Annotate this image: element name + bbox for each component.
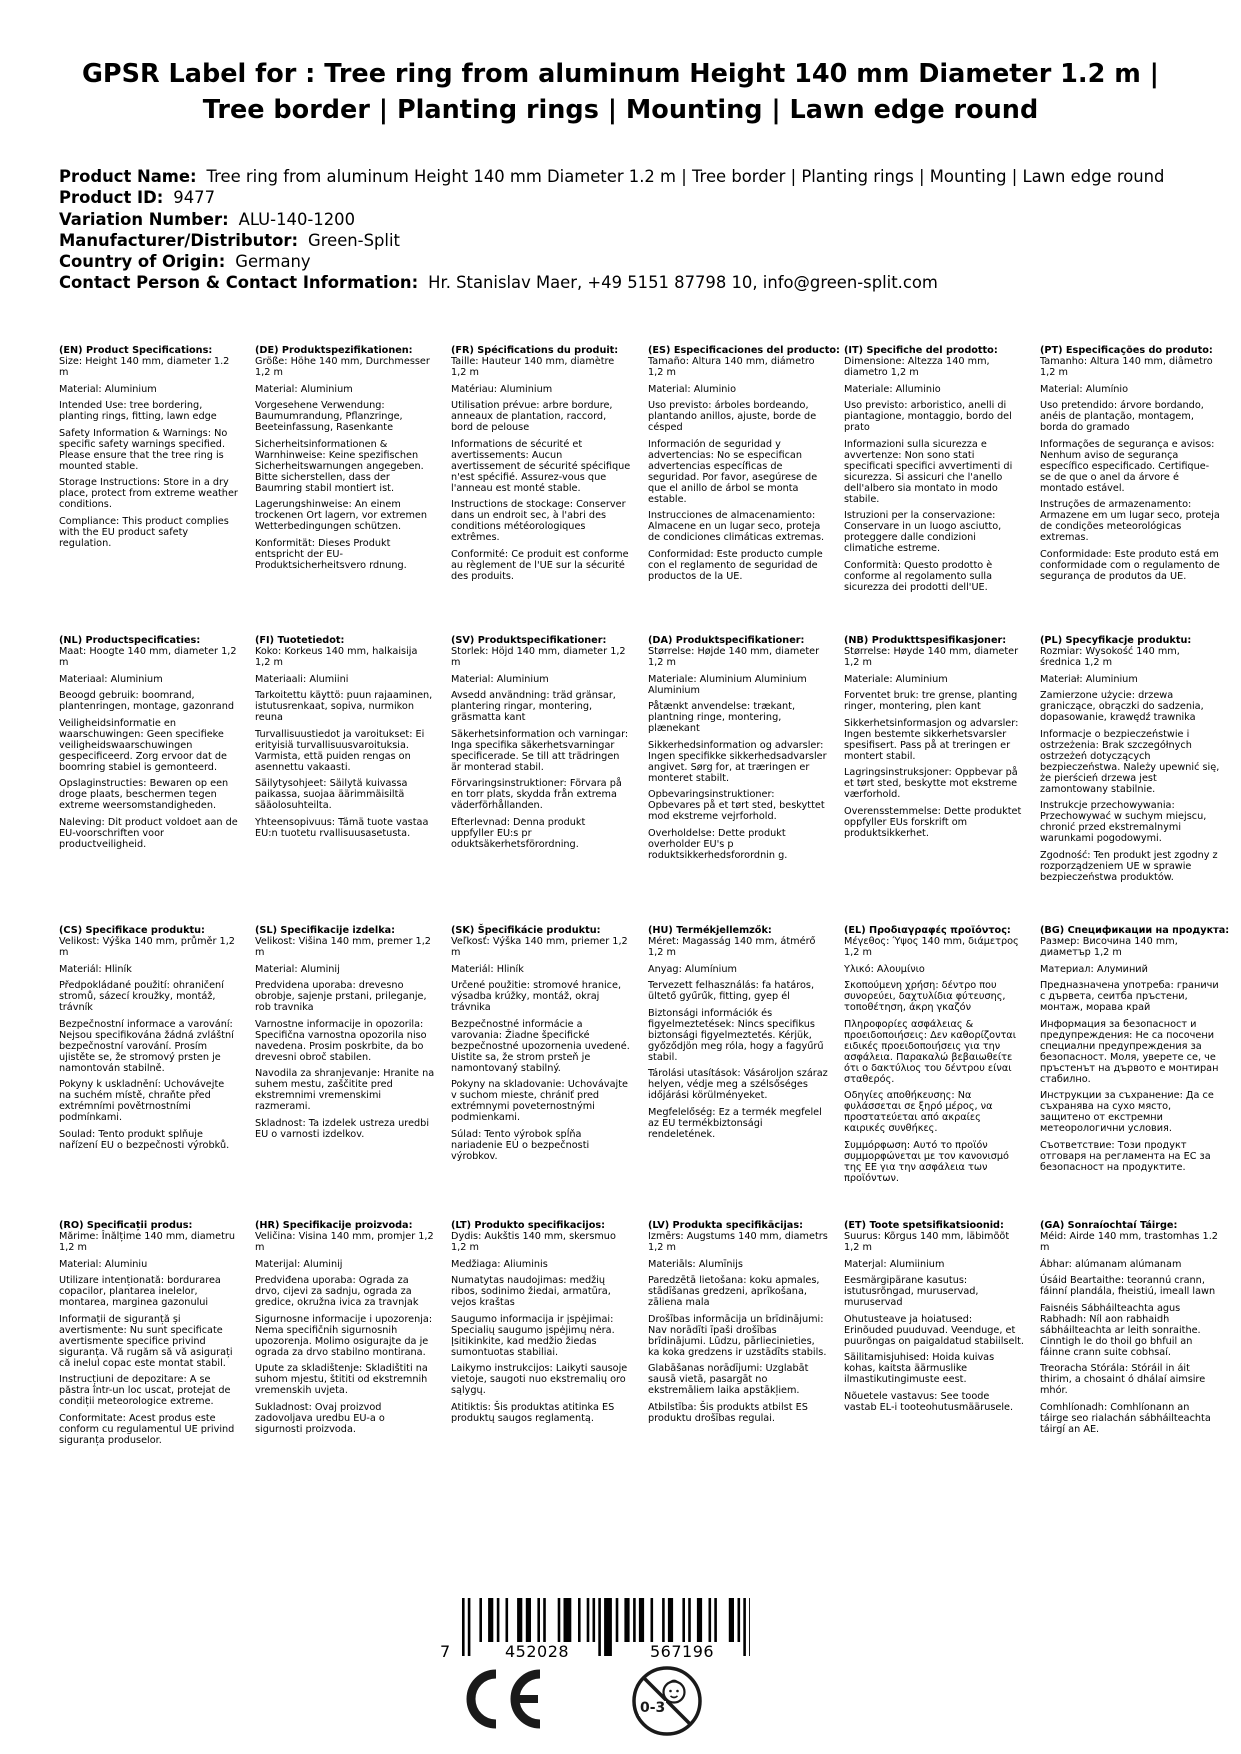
spec-block	[255, 925, 435, 1145]
spec-paragraph: Určené použitie: stromové hranice, výsadba krúžky, montáž, okraj trávnika	[451, 980, 622, 1013]
spec-block	[255, 1220, 435, 1440]
spec-heading: (GA) Sonraíochtaí Táirge:	[1040, 1220, 1178, 1231]
spec-paragraph: Bezpečnostní informace a varování: Nejsou specifikována žádná zvláštní bezpečnostní varování. Prosím ujistěte se, že stromový prsten je namontován stabilně.	[59, 1018, 234, 1074]
spec-paragraph: Informations de sécurité et avertissements: Aucun avertissement de sécurité spécifique n'est spécifié. Assurez-vous que l'anneau est monté stable.	[451, 438, 631, 494]
spec-paragraph: Maat: Hoogte 140 mm, diameter 1,2 m	[59, 646, 237, 668]
spec-paragraph: Soulad: Tento produkt splňuje nařízení EU o bezpečnosti výrobků.	[59, 1128, 230, 1151]
barcode-digits-left: 452028	[505, 1642, 570, 1661]
spec-paragraph: Úsáid Beartaithe: teorannú crann, fáinní plandála, fheistiú, imeall lawn	[1040, 1275, 1216, 1297]
spec-paragraph: Veiligheidsinformatie en waarschuwingen: Geen specifieke veiligheidswaarschuwingen gespecificeerd. Zorg ervoor dat de boomring stabiel is gemonteerd.	[59, 717, 228, 773]
spec-paragraph: Koko: Korkeus 140 mm, halkaisija 1,2 m	[255, 646, 418, 668]
spec-paragraph: Size: Height 140 mm, diameter 1.2 m	[59, 356, 230, 378]
spec-heading: (LT) Produkto specifikacijos:	[451, 1220, 606, 1231]
barcode-digits-right: 567196	[650, 1642, 715, 1661]
spec-heading: (PT) Especificações do produto:	[1040, 345, 1213, 356]
barcode-bar	[651, 1598, 654, 1642]
spec-paragraph: Nõuetele vastavus: See toode vastab EL-i tooteohutusmäärusele.	[844, 1390, 1014, 1413]
spec-paragraph: Drošības informācija un brīdinājumi: Nav norādīti īpaši drošības brīdinājumi. Lūdzu, pārliecinieties, ka koka gredzens ir uzstādīts stabils.	[648, 1313, 827, 1358]
spec-paragraph: Material: Alumínio	[1040, 383, 1129, 395]
spec-paragraph: Materiāls: Alumīnijs	[648, 1258, 743, 1270]
manufacturer-value: Green-Split	[308, 230, 400, 250]
spec-paragraph: Varnostne informacije in opozorila: Specifična varnostna opozorila niso navedena. Prosim poskrbite, da bo drevesni obroč stabilen.	[255, 1018, 427, 1063]
spec-heading: (IT) Specifiche del prodotto:	[844, 345, 998, 356]
spec-paragraph: Conformidad: Este producto cumple con el reglamento de seguridad de productos de la UE.	[648, 548, 823, 582]
spec-paragraph: Glabāšanas norādījumi: Uzglabāt sausā vietā, pasargāt no ekstremāliem laika apstākļiem.	[648, 1363, 809, 1396]
spec-paragraph: Taille: Hauteur 140 mm, diamètre 1,2 m	[451, 356, 615, 378]
spec-paragraph: Material: Aluminium	[255, 383, 353, 395]
spec-block	[255, 635, 435, 844]
barcode-bar	[593, 1598, 596, 1642]
spec-paragraph: Velikost: Výška 140 mm, průměr 1,2 m	[59, 936, 235, 958]
spec-paragraph: Tervezett felhasználás: fa határos, ültető gyűrűk, fitting, gyep él	[648, 980, 815, 1002]
spec-paragraph: Predviđena uporaba: Ograda za drvo, cijevi za sadnju, ograda za gredice, okružna ivica za travnjak	[255, 1275, 419, 1308]
spec-block	[844, 1220, 1024, 1418]
barcode-bar	[488, 1598, 493, 1642]
spec-paragraph: Ohutusteave ja hoiatused: Erinõuded puuduvad. Veenduge, et puurõngas on paigaldatud stabiilselt.	[844, 1313, 1025, 1347]
spec-paragraph: Méid: Airde 140 mm, trastomhas 1.2 m	[1040, 1231, 1218, 1253]
spec-paragraph: Laikymo instrukcijos: Laikyti sausoje vietoje, saugoti nuo ekstremalių oro sąlygų.	[451, 1363, 628, 1396]
spec-paragraph: Informações de segurança e avisos: Nenhum aviso de segurança específico especificado. Certifique-se de que o anel da árvore é montado estável.	[1040, 438, 1215, 494]
spec-paragraph: Storlek: Höjd 140 mm, diameter 1,2 m	[451, 646, 626, 668]
barcode-bar	[468, 1598, 471, 1656]
spec-block	[1040, 635, 1220, 888]
spec-paragraph: Paredzētā lietošana: koku apmales, stādīšanas gredzeni, aprīkošana, zāliena mala	[648, 1275, 820, 1308]
spec-paragraph: Säkerhetsinformation och varningar: Inga specifika säkerhetsvarningar specificerade. Se till att trädringen är monterad stabil.	[451, 728, 629, 773]
spec-block	[648, 925, 828, 1145]
spec-block	[451, 925, 631, 1167]
spec-paragraph: Matériau: Aluminium	[451, 383, 553, 395]
spec-paragraph: Numatytas naudojimas: medžių ribos, sodinimo žiedai, armatūra, vejos kraštas	[451, 1275, 611, 1308]
barcode-bar	[497, 1598, 500, 1642]
barcode-bar	[479, 1598, 482, 1642]
ce-icon	[458, 1668, 546, 1730]
country-of-origin-value: Germany	[235, 252, 311, 272]
spec-paragraph: Saugumo informacija ir įspėjimai: Specialių saugumo įspėjimų nėra. Įsitikinkite, kad medžio žiedas sumontuotas stabiliai.	[451, 1313, 615, 1358]
spec-paragraph: Veličina: Visina 140 mm, promjer 1,2 m	[255, 1231, 434, 1253]
spec-paragraph: Upute za skladištenje: Skladištiti na suhom mjestu, štititi od ekstremnih vremenskih uvjeta.	[255, 1363, 428, 1396]
spec-heading: (HU) Termékjellemzők:	[648, 925, 772, 936]
spec-paragraph: Informazioni sulla sicurezza e avvertenze: Non sono stati specificati specifici avvertimenti di sicurezza. Si assicuri che l'anello dell'albero sia montato in modo stabile.	[844, 438, 1013, 505]
spec-heading: (BG) Спецификации на продукта:	[1040, 925, 1230, 936]
spec-paragraph: Overensstemmelse: Dette produktet oppfyller EUs forskrift om produktsikkerhet.	[844, 805, 1022, 839]
spec-paragraph: Atitiktis: Šis produktas atitinka ES produktų saugos reglamentą.	[451, 1401, 615, 1424]
product-id-label: Product ID:	[59, 188, 164, 208]
product-id-row	[59, 187, 1219, 208]
spec-paragraph: Größe: Höhe 140 mm, Durchmesser 1,2 m	[255, 356, 430, 378]
product-name-label: Product Name:	[59, 167, 197, 186]
spec-paragraph: Materiale: Aluminium Aluminium Aluminium	[648, 673, 807, 696]
spec-heading: (EN) Product Specifications:	[59, 345, 213, 356]
product-info	[59, 166, 1219, 294]
spec-paragraph: Størrelse: Høyde 140 mm, diameter 1,2 m	[844, 646, 1019, 668]
spec-paragraph: Suurus: Kõrgus 140 mm, läbimõõt 1,2 m	[844, 1231, 1010, 1253]
country-of-origin-row	[59, 251, 1219, 272]
spec-paragraph: Размер: Височина 140 mm, диаметър 1,2 m	[1040, 936, 1178, 958]
spec-paragraph: Material: Aluminium	[451, 673, 549, 685]
barcode-bar	[714, 1598, 717, 1642]
spec-paragraph: Material: Aluminio	[648, 383, 737, 395]
spec-paragraph: Turvallisuustiedot ja varoitukset: Ei erityisiä turvallisuusvaroituksia. Varmista, että puiden rengas on asennettu vakaasti.	[255, 728, 425, 773]
spec-paragraph: Predvidena uporaba: drevesno obrobje, sajenje prstani, prileganje, rob travnika	[255, 980, 427, 1013]
spec-paragraph: Förvaringsinstruktioner: Förvara på en torr plats, skydda från extrema väderförhållanden.	[451, 778, 622, 811]
product-id-value: 9477	[173, 188, 215, 208]
spec-paragraph: Υλικό: Αλουμίνιο	[844, 963, 925, 975]
spec-block	[648, 345, 840, 587]
barcode-bar	[537, 1598, 540, 1642]
spec-paragraph: Sikkerhetsinformasjon og advarsler: Ingen bestemte sikkerhetsvarsler spesifisert. Pass på at treringen er montert stabil.	[844, 717, 1019, 762]
spec-paragraph: Uso pretendido: árvore bordando, anéis de plantação, montagem, borda do gramado	[1040, 400, 1204, 433]
barcode-bar	[598, 1598, 601, 1656]
barcode-bar	[564, 1598, 572, 1642]
spec-paragraph: Compliance: This product complies with the EU product safety regulation.	[59, 515, 229, 549]
spec-heading: (ET) Toote spetsifikatsioonid:	[844, 1220, 1004, 1231]
spec-paragraph: Предназначена употреба: граничи с дървета, сеитба пръстени, монтаж, морава край	[1040, 980, 1219, 1013]
spec-paragraph: Ábhar: alúmanam alúmanam	[1040, 1258, 1182, 1270]
spec-heading: (HR) Specifikacije proizvoda:	[255, 1220, 413, 1231]
barcode-bar	[587, 1598, 590, 1642]
spec-heading: (NL) Productspecificaties:	[59, 635, 201, 646]
barcode-bar	[624, 1598, 629, 1642]
spec-block	[844, 635, 1024, 844]
spec-paragraph: Izmērs: Augstums 140 mm, diametrs 1,2 m	[648, 1231, 828, 1253]
spec-paragraph: Lagerungshinweise: An einem trockenen Ort lagern, vor extremen Wetterbedingungen schützen.	[255, 499, 428, 532]
barcode-bar	[558, 1598, 561, 1642]
barcode-bar	[543, 1598, 546, 1642]
spec-paragraph: Инструкции за съхранение: Да се съхранява на сухо място, защитено от екстремни метеорологични условия.	[1040, 1090, 1214, 1134]
spec-paragraph: Navodila za shranjevanje: Hranite na suhem mestu, zaščitite pred ekstremnimi vremenskimi razmerami.	[255, 1068, 435, 1112]
spec-paragraph: Säilytysohjeet: Säilytä kuivassa paikassa, suojaa äärimmäisiltä sääolosuhteilta.	[255, 778, 408, 811]
contact-label: Contact Person & Contact Information:	[59, 273, 419, 293]
barcode-bar	[578, 1598, 581, 1642]
spec-paragraph: Velikost: Višina 140 mm, premer 1,2 m	[255, 936, 431, 958]
spec-paragraph: Utilisation prévue: arbre bordure, anneaux de plantation, raccord, bord de pelouse	[451, 400, 613, 433]
barcode-bar	[506, 1598, 509, 1642]
spec-block	[255, 345, 435, 576]
barcode-bar	[682, 1598, 685, 1642]
spec-heading: (CS) Specifikace produktu:	[59, 925, 205, 936]
spec-block	[451, 345, 631, 587]
barcode-bar	[729, 1598, 734, 1642]
spec-paragraph: Megfelelőség: Ez a termék megfelel az EU termékbiztonsági rendeletének.	[648, 1106, 822, 1140]
spec-paragraph: Konformität: Dieses Produkt entspricht der EU-Produktsicherheitsvero rdnung.	[255, 537, 407, 571]
spec-paragraph: Sicherheitsinformationen & Warnhinweise: Keine spezifischen Sicherheitswarnungen angegeben. Bitte sicherstellen, dass der Baumring stabil montiert ist.	[255, 438, 424, 494]
spec-paragraph: Μέγεθος: Ύψος 140 mm, διάμετρος 1,2 m	[844, 936, 1019, 958]
barcode-bar	[709, 1598, 712, 1642]
barcode-bar	[668, 1598, 673, 1642]
spec-paragraph: Tarkoitettu käyttö: puun rajaaminen, istutusrenkaat, sopiva, nurmikon reuna	[255, 690, 433, 723]
spec-paragraph: Skladnost: Ta izdelek ustreza uredbi EU o varnosti izdelkov.	[255, 1117, 430, 1140]
spec-paragraph: Информация за безопасност и предупреждения: Не са посочени специални предупреждения за безопасност. Моля, уверете се, че пръстенът на дървото е монтиран стабилно.	[1040, 1018, 1219, 1085]
product-name-value: Tree ring from aluminum Height 140 mm Diameter 1.2 m | Tree border | Planting rings | Mounting | Lawn edge round	[206, 167, 1165, 186]
spec-paragraph: Påtænkt anvendelse: trækant, plantning ringe, montering, plænekant	[648, 701, 796, 734]
barcode-bar	[738, 1598, 741, 1642]
spec-paragraph: Conformidade: Este produto está em conformidade com o regulamento de segurança de produtos da UE.	[1040, 548, 1220, 582]
spec-paragraph: Instrucțiuni de depozitare: A se păstra într-un loc uscat, protejat de condiții meteorologice extreme.	[59, 1374, 231, 1407]
spec-paragraph: Uso previsto: arboristico, anelli di piantagione, montaggio, bordo del prato	[844, 400, 1012, 433]
page-title: GPSR Label for : Tree ring from aluminum Height 140 mm Diameter 1.2 m | Tree border | Planting rings | Mounting | Lawn edge round	[81, 59, 1159, 125]
spec-paragraph: Materiál: Hliník	[59, 963, 132, 975]
spec-paragraph: Materjal: Alumiinium	[844, 1258, 945, 1270]
spec-block	[844, 345, 1024, 598]
spec-paragraph: Instrucciones de almacenamiento: Almacene en un lugar seco, proteja de condiciones climáticas extremas.	[648, 510, 825, 543]
barcode-bar	[688, 1598, 691, 1642]
spec-paragraph: Instruções de armazenamento: Armazene em um lugar seco, proteja de condições meteorológicas extremas.	[1040, 499, 1220, 543]
spec-paragraph: Beoogd gebruik: boomrand, plantenringen, montage, gazonrand	[59, 690, 234, 712]
barcode-digit-lead: 7	[440, 1642, 451, 1661]
spec-paragraph: Conformitate: Acest produs este conform cu regulamentul UE privind siguranța produselor.	[59, 1412, 235, 1446]
spec-block	[59, 635, 239, 855]
spec-paragraph: Conformité: Ce produit est conforme au règlement de l'UE sur la sécurité des produits.	[451, 548, 629, 582]
spec-paragraph: Bezpečnostné informácie a varovania: Žiadne špecifické bezpečnostné upozornenia uvedené. Uistite sa, že strom prsteň je namontovaný stabilný.	[451, 1018, 630, 1074]
spec-block	[451, 1220, 631, 1429]
barcode-bar	[749, 1598, 750, 1656]
spec-paragraph: Opbevaringsinstruktioner: Opbevares på et tørt sted, beskyttet mod ekstreme vejrforhold.	[648, 789, 825, 822]
spec-paragraph: Comhlíonadh: Comhlíonann an táirge seo rialachán sábháilteachta táirgí an AE.	[1040, 1401, 1211, 1435]
spec-paragraph: Informacje o bezpieczeństwie i ostrzeżenia: Brak szczegółnych ostrzeżeń dotyczących bezpieczeństwa. Należy upewnić się, że pierścień drzewa jest zamontowany stabilnie.	[1040, 728, 1220, 795]
spec-paragraph: Dimensione: Altezza 140 mm, diametro 1,2 m	[844, 356, 990, 378]
spec-paragraph: Материал: Алуминий	[1040, 963, 1148, 975]
barcode-bar	[633, 1598, 636, 1642]
age-warning-text: 0-3	[640, 1700, 666, 1716]
spec-heading: (PL) Specyfikacje produktu:	[1040, 635, 1192, 646]
barcode-bar	[662, 1598, 665, 1642]
spec-paragraph: Súlad: Tento výrobok spĺňa nariadenie EÚ o bezpečnosti výrobkov.	[451, 1128, 590, 1162]
spec-paragraph: Avsedd användning: träd gränsar, plantering ringar, montering, gräsmatta kant	[451, 690, 616, 723]
spec-paragraph: Sikkerhedsinformation og advarsler: Ingen specifikke sikkerhedsadvarsler angivet. Sørg for, at træringen er monteret stabilt.	[648, 739, 827, 784]
spec-paragraph: Faisnéis Sábháilteachta agus Rabhadh: Níl aon rabhaidh sábháilteachta ar leith sonraithe. Cinntigh le do thoil go bhfuil an fáinne crann suite cobhsaí.	[1040, 1302, 1201, 1358]
spec-paragraph: Material: Aluminij	[255, 963, 340, 975]
spec-paragraph: Naleving: Dit product voldoet aan de EU-voorschriften voor productveiligheid.	[59, 816, 238, 850]
spec-heading: (SL) Specifikacije izdelka:	[255, 925, 396, 936]
spec-block	[844, 925, 1024, 1189]
spec-heading: (RO) Specificații produs:	[59, 1220, 193, 1231]
product-name-row	[59, 166, 1219, 187]
spec-paragraph: Materiał: Aluminium	[1040, 673, 1138, 685]
spec-heading: (FR) Spécifications du produit:	[451, 345, 619, 356]
spec-block	[59, 925, 239, 1156]
barcode-bar	[462, 1598, 465, 1656]
spec-block	[1040, 345, 1220, 587]
barcode-bar	[517, 1598, 522, 1642]
barcode-bar	[604, 1598, 612, 1656]
spec-paragraph: Materiál: Hliník	[451, 963, 524, 975]
spec-heading: (NB) Produkttspesifikasjoner:	[844, 635, 1007, 646]
spec-heading: (LV) Produkta specifikācijas:	[648, 1220, 803, 1231]
spec-paragraph: Съответствие: Този продукт отговаря на регламента на ЕС за безопасност на продуктите.	[1040, 1139, 1211, 1173]
spec-paragraph: Treoracha Stórála: Stóráil in áit thirim, a chosaint ó dhálaí aimsire mhór.	[1040, 1363, 1206, 1396]
spec-paragraph: Tamaño: Altura 140 mm, diámetro 1,2 m	[648, 356, 815, 378]
spec-heading: (ES) Especificaciones del producto:	[648, 345, 840, 356]
spec-paragraph: Materiaali: Alumiini	[255, 673, 349, 685]
spec-paragraph: Biztonsági információk és figyelmeztetések: Nincs specifikus biztonsági figyelmeztetés. Kérjük, győződjön meg róla, hogy a fagyűrű stabil.	[648, 1007, 824, 1063]
spec-paragraph: Zgodność: Ten produkt jest zgodny z rozporządzeniem UE w sprawie bezpieczeństwa produktów.	[1040, 849, 1218, 883]
spec-paragraph: Zamierzone użycie: drzewa graniczące, obrączki do sadzenia, dopasowanie, krawędź trawnika	[1040, 690, 1204, 723]
manufacturer-row	[59, 230, 1219, 251]
spec-paragraph: Información de seguridad y advertencias: No se especifican advertencias específicas de seguridad. Por favor, asegúrese de que el anillo de árbol se monta estable.	[648, 438, 818, 505]
spec-paragraph: Pokyny na skladovanie: Uchovávajte v suchom mieste, chrániť pred extrémnymi poveternostnými podmienkami.	[451, 1079, 628, 1123]
spec-paragraph: Eesmärgipärane kasutus: istutusrõngad, muruservad, muruservad	[844, 1275, 979, 1308]
contact-row	[59, 272, 1219, 293]
spec-paragraph: Säilitamisjuhised: Hoida kuivas kohas, kaitsta äärmuslike ilmastikutingimuste eest.	[844, 1352, 995, 1385]
spec-paragraph: Intended Use: tree bordering, planting rings, fitting, lawn edge	[59, 400, 217, 422]
spec-paragraph: Storage Instructions: Store in a dry place, protect from extreme weather conditions.	[59, 477, 238, 510]
spec-block	[648, 1220, 828, 1429]
spec-paragraph: Materijal: Aluminij	[255, 1258, 343, 1270]
spec-paragraph: Mărime: Înălțime 140 mm, diametru 1,2 m	[59, 1231, 235, 1253]
spec-heading: (FI) Tuotetiedot:	[255, 635, 345, 646]
variation-number-value: ALU-140-1200	[238, 209, 356, 229]
spec-paragraph: Méret: Magasság 140 mm, átmérő 1,2 m	[648, 936, 816, 958]
spec-paragraph: Anyag: Alumínium	[648, 963, 737, 975]
spec-paragraph: Materiale: Aluminium	[844, 673, 948, 685]
spec-paragraph: Vorgesehene Verwendung: Baumumrandung, Pflanzringe, Beeteinfassung, Rasenkante	[255, 400, 403, 433]
variation-number-label: Variation Number:	[59, 209, 229, 229]
spec-paragraph: Instructions de stockage: Conserver dans un endroit sec, à l'abri des conditions météorologiques extrêmes.	[451, 499, 626, 543]
spec-paragraph: Forventet bruk: tre grense, planting ringer, montering, plen kant	[844, 690, 1018, 712]
barcode-bar	[616, 1598, 619, 1642]
contact-value: Hr. Stanislav Maer, +49 5151 87798 10, info@green-split.com	[428, 273, 938, 293]
spec-heading: (DA) Produktspecifikationer:	[648, 635, 805, 646]
spec-paragraph: Předpokládané použití: ohraničení stromů, sázecí kroužky, montáž, trávník	[59, 980, 224, 1013]
spec-paragraph: Material: Aluminiu	[59, 1258, 148, 1270]
spec-paragraph: Pokyny k uskladnění: Uchovávejte na suchém místě, chraňte před extrémními povětrnostními podmínkami.	[59, 1079, 225, 1123]
spec-block	[59, 345, 239, 554]
spec-block	[451, 635, 631, 855]
manufacturer-label: Manufacturer/Distributor:	[59, 230, 299, 250]
spec-paragraph: Informații de siguranță și avertismente: Nu sunt specificate avertismente specifice privind siguranța. Vă rugăm să vă asigurați că inelul copac este montat stabil.	[59, 1313, 233, 1369]
spec-block	[648, 635, 828, 866]
barcode-bar	[743, 1598, 746, 1656]
spec-block	[1040, 1220, 1220, 1440]
spec-paragraph: Atbilstība: Šis produkts atbilst ES produktu drošības regulai.	[648, 1401, 808, 1424]
spec-heading: (SK) Špecifikácie produktu:	[451, 925, 601, 936]
spec-paragraph: Σκοπούμενη χρήση: δέντρο που συνορεύει, δαχτυλίδια φύτευσης, τοποθέτηση, άκρη γκαζόν	[844, 980, 1006, 1013]
spec-paragraph: Material: Aluminium	[59, 383, 157, 395]
spec-paragraph: Materiale: Alluminio	[844, 383, 941, 395]
spec-paragraph: Tamanho: Altura 140 mm, diâmetro 1,2 m	[1040, 356, 1213, 378]
ce-mark	[458, 1668, 546, 1734]
spec-paragraph: Sigurnosne informacije i upozorenja: Nema specifičnih sigurnosnih upozorenja. Molimo osigurajte da je ograda za drvo stabilno montirana.	[255, 1313, 433, 1358]
spec-paragraph: Veľkosť: Výška 140 mm, priemer 1,2 m	[451, 936, 628, 958]
spec-paragraph: Οδηγίες αποθήκευσης: Να φυλάσσεται σε ξηρό μέρος, να προστατεύεται από ακραίες καιρικές συνθήκες.	[844, 1090, 993, 1134]
barcode-bar	[526, 1598, 531, 1642]
spec-paragraph: Lagringsinstruksjoner: Oppbevar på et tørt sted, beskytte mot ekstreme værforhold.	[844, 767, 1018, 800]
spec-heading: (SV) Produktspecifikationer:	[451, 635, 607, 646]
spec-paragraph: Conformità: Questo prodotto è conforme al regolamento sulla sicurezza dei prodotti dell'UE.	[844, 559, 993, 593]
spec-paragraph: Materiaal: Aluminium	[59, 673, 163, 685]
spec-block	[59, 1220, 239, 1451]
country-of-origin-label: Country of Origin:	[59, 252, 226, 272]
spec-paragraph: Efterlevnad: Denna produkt uppfyller EU:s pr oduktsäkerhetsförordning.	[451, 816, 586, 850]
spec-paragraph: Rozmiar: Wysokość 140 mm, średnica 1,2 m	[1040, 646, 1180, 668]
barcode-bar	[697, 1598, 702, 1642]
spec-paragraph: Πληροφορίες ασφάλειας & προειδοποιήσεις: Δεν καθορίζονται ειδικές προειδοποιήσεις για την ασφάλεια. Παρακαλώ βεβαιωθείτε ότι ο δακτύλιος του δέντρου είναι σταθερός.	[844, 1018, 1016, 1085]
spec-paragraph: Safety Information & Warnings: No specific safety warnings specified. Please ensure that the tree ring is mounted stable.	[59, 427, 228, 472]
barcode-bar	[639, 1598, 644, 1642]
spec-paragraph: Istruzioni per la conservazione: Conservare in un luogo asciutto, proteggere dalle condizioni climatiche estreme.	[844, 510, 1002, 554]
spec-block	[1040, 925, 1230, 1178]
spec-paragraph: Dydis: Aukštis 140 mm, skersmuo 1,2 m	[451, 1231, 616, 1253]
spec-paragraph: Sukladnost: Ovaj proizvod zadovoljava uredbu EU-a o sigurnosti proizvoda.	[255, 1401, 385, 1435]
variation-number-row	[59, 209, 1219, 230]
spec-paragraph: Medžiaga: Aliuminis	[451, 1258, 548, 1270]
spec-paragraph: Yhteensopivuus: Tämä tuote vastaa EU:n tuotetu rvallisuusasetusta.	[255, 816, 429, 839]
spec-heading: (DE) Produktspezifikationen:	[255, 345, 413, 356]
spec-heading: (EL) Προδιαγραφές προϊόντος:	[844, 925, 1011, 936]
spec-paragraph: Utilizare intenționată: bordurarea copacilor, plantarea inelelor, montarea, marginea gazonului	[59, 1275, 221, 1308]
spec-paragraph: Størrelse: Højde 140 mm, diameter 1,2 m	[648, 646, 820, 668]
spec-paragraph: Uso previsto: árboles bordeando, plantando anillos, ajuste, borde de césped	[648, 400, 817, 433]
spec-paragraph: Tárolási utasítások: Vásároljon száraz helyen, védje meg a szélsőséges időjárási körülményeket.	[648, 1068, 828, 1101]
spec-paragraph: Opslaginstructies: Bewaren op een droge plaats, beschermen tegen extreme weersomstandigheden.	[59, 778, 229, 811]
age-warning-mark	[630, 1664, 704, 1742]
spec-paragraph: Instrukcje przechowywania: Przechowywać w suchym miejscu, chronić przed ekstremalnymi warunkami pogodowymi.	[1040, 800, 1207, 844]
spec-paragraph: Overholdelse: Dette produkt overholder EU's p roduktsikkerhedsforordnin g.	[648, 827, 788, 861]
spec-paragraph: Συμμόρφωση: Αυτό το προϊόν συμμορφώνεται με τον κανονισμό της ΕΕ για την ασφάλεια των προϊόντων.	[844, 1139, 1009, 1184]
